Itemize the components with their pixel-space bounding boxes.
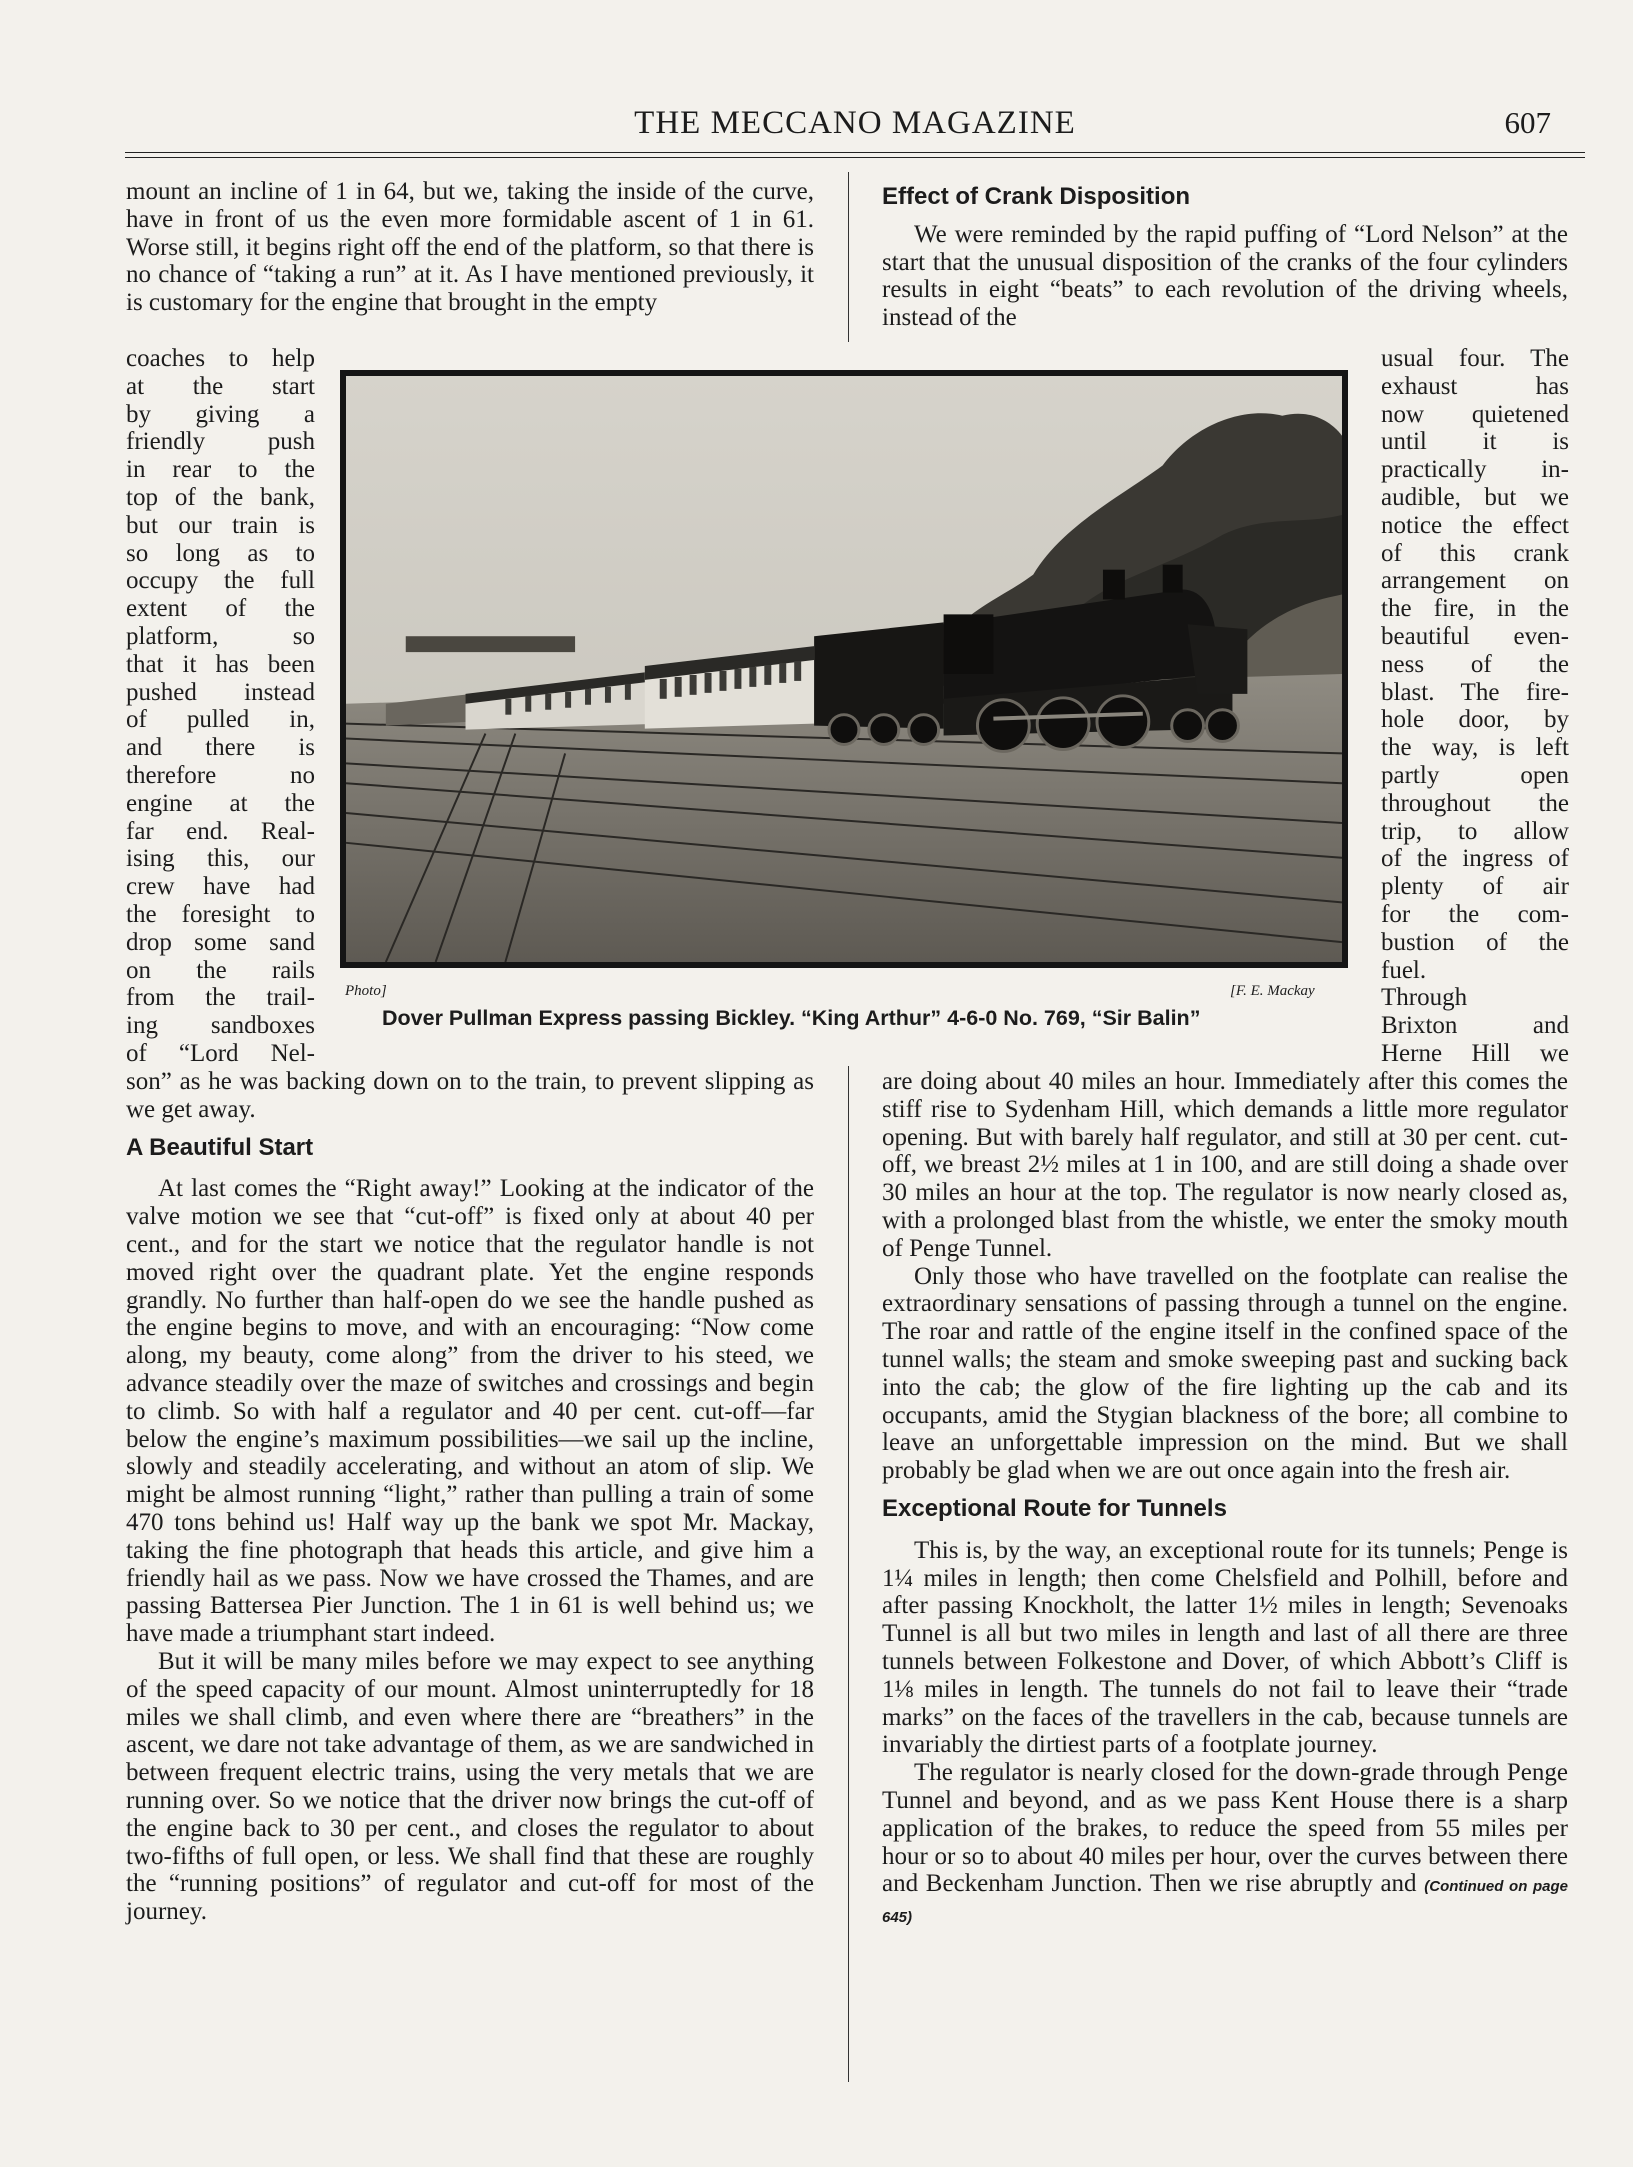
steam-locomotive-photo-icon xyxy=(346,376,1342,962)
right-narrow-line: bustion of the xyxy=(1381,928,1569,956)
right-narrow-line: the fire, in the xyxy=(1381,595,1569,623)
left-paragraph-2: At last comes the “Right away!” Looking at the indicator of the valve motion we see that “cut-off” is fixed only at about 40 per cent., and for the start we notice that the regulator handle is not moved right over the quadrant plate. Yet the engine responds grandly. No further than half-open do we see the handle pushed as the engine begins to move, and with an encouraging: “Now come along, my beauty, come along” from the driver to his steed, we advance steadily over the maze of switches and crossings and begin to climb. So with half a regulator and 40 per cent. cut-off—far below the engine’s maximum possibilities—we sail up the incline, slowly and steadily accelerating, and without an atom of slip. We might be almost running “light,” rather than pulling a train of some 470 tons behind us! Half way up the bank we spot Mr. Mackay, taking the fine photograph that heads this article, and give him a friendly hail as we pass. Now we have crossed the Thames, and are passing Battersea Pier Junction. The 1 in 61 is well behind us; we have made a triumphant start indeed. xyxy=(126,1175,814,1648)
right-narrow-line: hole door, by xyxy=(1381,706,1569,734)
left-narrow-line: coaches to help xyxy=(126,345,315,372)
locomotive-photo xyxy=(340,370,1348,968)
left-narrow-line: the foresight to xyxy=(126,900,315,928)
right-narrow-line: of the ingress of xyxy=(1381,845,1569,873)
left-narrow-line: top of the bank, xyxy=(126,483,315,511)
right-top-paragraph: We were reminded by the rapid puffing of “Lord Nelson” at the start that the unusual disposition of the cranks of the four cylinders results in eight “beats” to each revolution of the driving wheels, instead of the xyxy=(882,220,1568,332)
right-narrow-line: of this crank xyxy=(1381,539,1569,567)
right-narrow-line: plenty of air xyxy=(1381,873,1569,901)
right-narrow-line: blast. The fire- xyxy=(1381,678,1569,706)
right-narrow-line: throughout the xyxy=(1381,789,1569,817)
heading-exceptional-route: Exceptional Route for Tunnels xyxy=(882,1494,1227,1522)
right-lower-block xyxy=(882,1068,1568,1932)
right-paragraph-3: This is, by the way, an exceptional route for its tunnels; Penge is 1¼ miles in length; then come Chelsfield and Polhill, before and after passing Knockholt, the latter 1½ miles in length; Sevenoaks Tunnel is all but two miles in length and last of all there are three tunnels between Folkestone and Dover, of which Abbott’s Cliff is 1⅛ miles in length. The tunnels do not fail to leave their “trade marks” on the faces of the travellers in the cab, because tunnels are invariably the dirtiest parts of a footplate journey. xyxy=(882,1536,1568,1759)
column-divider-top xyxy=(848,172,849,342)
left-narrow-line: and there is xyxy=(126,734,315,762)
left-narrow-line: that it has been xyxy=(126,650,315,678)
right-narrow-line: Herne Hill we xyxy=(1381,1039,1569,1067)
left-narrow-line: at the start xyxy=(126,372,315,400)
photo-credit-left: Photo] xyxy=(345,983,387,999)
left-narrow-line: in rear to the xyxy=(126,456,315,484)
running-head xyxy=(125,105,1585,145)
left-narrow-line: friendly push xyxy=(126,428,315,456)
right-narrow-line: notice the effect xyxy=(1381,511,1569,539)
right-narrow-line: trip, to allow xyxy=(1381,817,1569,845)
right-top-block xyxy=(882,175,1568,332)
right-narrow-line: until it is xyxy=(1381,428,1569,456)
left-narrow-line: ising this, our xyxy=(126,845,315,873)
right-narrow-text xyxy=(1381,345,1569,1068)
right-narrow-line: beautiful even- xyxy=(1381,622,1569,650)
left-paragraph-end: son” as he was backing down on to the train, to prevent slipping as we get away. xyxy=(126,1068,814,1123)
right-narrow-line: for the com- xyxy=(1381,900,1569,928)
right-narrow-line: Brixton and xyxy=(1381,1012,1569,1040)
left-narrow-line: occupy the full xyxy=(126,567,315,595)
left-narrow-line: pushed instead xyxy=(126,678,315,706)
left-narrow-line: far end. Real- xyxy=(126,817,315,845)
left-narrow-line: crew have had xyxy=(126,873,315,901)
left-top-paragraph-block xyxy=(126,178,814,317)
continued-note: (Continued on page 645) xyxy=(882,1878,1568,1927)
page-number: 607 xyxy=(1504,105,1551,140)
right-narrow-line: the way, is left xyxy=(1381,734,1569,762)
right-paragraph-end: are doing about 40 miles an hour. Immediately after this comes the stiff rise to Sydenham Hill, which demands a little more regulator opening. But with barely half regulator, and still at 30 per cent. cut-off, we breast 2½ miles at 1 in 100, and are still doing a shade over 30 miles an hour at the top. The regulator is now nearly closed as, with a prolonged blast from the whistle, we enter the smoky mouth of Penge Tunnel. xyxy=(882,1068,1568,1262)
left-narrow-line: drop some sand xyxy=(126,928,315,956)
left-lower-block xyxy=(126,1068,814,1926)
left-narrow-line: of pulled in, xyxy=(126,706,315,734)
left-narrow-line: ing sandboxes xyxy=(126,1012,315,1040)
right-narrow-line: practically in- xyxy=(1381,456,1569,484)
left-narrow-line: on the rails xyxy=(126,956,315,984)
right-narrow-line: now quietened xyxy=(1381,400,1569,428)
left-narrow-line: platform, so xyxy=(126,622,315,650)
magazine-title: THE MECCANO MAGAZINE xyxy=(634,105,1076,141)
header-rule-second xyxy=(125,157,1585,158)
heading-beautiful-start: A Beautiful Start xyxy=(126,1133,314,1161)
left-narrow-line: from the trail- xyxy=(126,984,315,1012)
right-narrow-line: usual four. The xyxy=(1381,345,1569,372)
left-paragraph-3: But it will be many miles before we may expect to see anything of the speed capacity of our mount. Almost uninterruptedly for 18 miles we shall climb, and even where there are “breathers” in the ascent, we dare not take advantage of them, as we are sandwiched in between frequent electric trains, using the very metals that we are running over. So we notice that the driver now brings the cut-off of the engine back to 30 per cent., and closes the regulator to about two-fifths of full open, or less. We shall find that these are roughly the “running positions” of regulator and cut-off for most of the journey. xyxy=(126,1647,814,1926)
photo-credit-right: [F. E. Mackay xyxy=(1230,983,1315,999)
left-narrow-line: extent of the xyxy=(126,595,315,623)
header-rule xyxy=(125,152,1585,153)
right-narrow-line: Through xyxy=(1381,984,1468,1012)
right-narrow-line: ness of the xyxy=(1381,650,1569,678)
right-narrow-line: fuel. xyxy=(1381,956,1427,984)
left-narrow-line: engine at the xyxy=(126,789,315,817)
column-divider-bottom xyxy=(848,1066,849,2082)
left-narrow-line: therefore no xyxy=(126,761,315,789)
left-narrow-line: so long as to xyxy=(126,539,315,567)
right-paragraph-2: Only those who have travelled on the footplate can realise the extraordinary sensations of passing through a tunnel on the engine. The roar and rattle of the engine itself in the confined space of the tunnel walls; the steam and smoke sweeping past and sucking back into the cab; the glow of the fire lighting up the cab and its occupants, amid the Stygian blackness of the bore; all combine to leave an unforgettable impression on the mind. But we shall probably be glad when we are out once again into the fresh air. xyxy=(882,1262,1568,1485)
right-narrow-line: partly open xyxy=(1381,761,1569,789)
right-paragraph-4-text: The regulator is nearly closed for the down-grade through Penge Tunnel and beyond, and as we pass Kent House there is a sharp application of the brakes, to reduce the speed from 55 miles per hour or so to about 40 miles per hour, over the curves between there and Beckenham Junction. Then we rise abruptly and xyxy=(882,1759,1568,1898)
right-narrow-line: arrangement on xyxy=(1381,567,1569,595)
left-narrow-line: by giving a xyxy=(126,400,315,428)
left-top-paragraph: mount an incline of 1 in 64, but we, taking the inside of the curve, have in front of us the even more formidable ascent of 1 in 61. Worse still, it begins right off the end of the platform, so that there is no chance of “taking a run” at it. As I have mentioned previously, it is customary for the engine that brought in the empty xyxy=(126,178,814,317)
left-narrow-text xyxy=(126,345,315,1068)
heading-crank-disposition: Effect of Crank Disposition xyxy=(882,183,1191,210)
left-narrow-line: but our train is xyxy=(126,511,315,539)
photo-caption: Dover Pullman Express passing Bickley. “King Arthur” 4-6-0 No. 769, “Sir Balin” xyxy=(382,1006,1201,1030)
right-narrow-line: exhaust has xyxy=(1381,372,1569,400)
right-paragraph-4 xyxy=(882,1759,1568,1932)
right-narrow-line: audible, but we xyxy=(1381,483,1569,511)
left-narrow-line: of “Lord Nel- xyxy=(126,1039,315,1067)
